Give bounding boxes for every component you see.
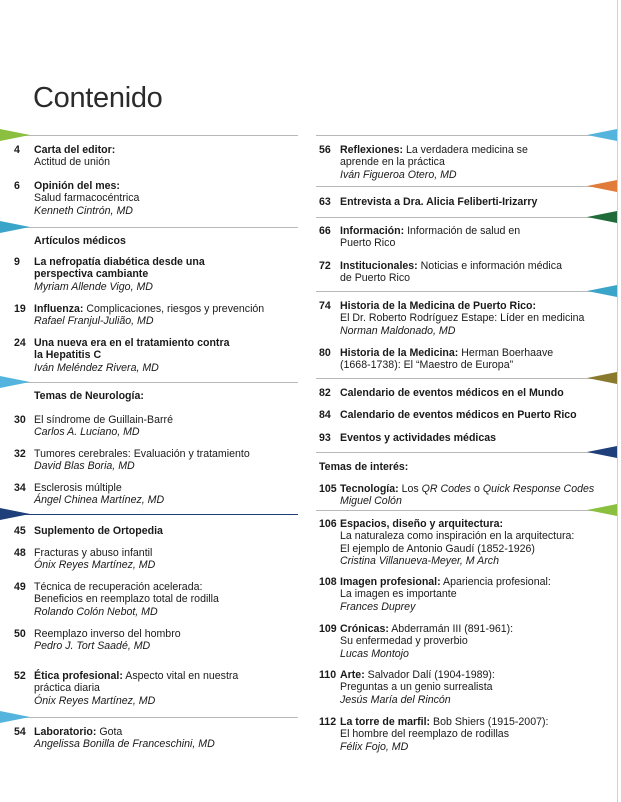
page-number: 19 xyxy=(14,303,26,315)
entry-title: Opinión del mes: xyxy=(34,180,120,192)
entry-title: La nefropatía diabética desde una xyxy=(34,256,205,268)
entry-author: Lucas Montojo xyxy=(340,647,409,660)
entry-title: Información: xyxy=(340,225,405,237)
entry-title-rest: Abderramán III (891-961): xyxy=(388,623,514,635)
entry-title: Influenza: xyxy=(34,303,84,315)
page-number: 48 xyxy=(14,547,26,559)
entry-subtitle: (1668-1738): El “Maestro de Europa” xyxy=(340,359,514,372)
entry-author: Angelissa Bonilla de Franceschini, MD xyxy=(34,738,215,751)
entry-author: Frances Duprey xyxy=(340,600,416,613)
entry-title: la Hepatitis C xyxy=(34,349,102,362)
entry-author: Miguel Colón xyxy=(340,495,402,508)
page-number: 49 xyxy=(14,581,26,593)
entry-author: Ónix Reyes Martínez, MD xyxy=(34,559,156,572)
separator xyxy=(316,452,617,453)
entry-title-rest: Evaluación y tratamiento xyxy=(130,448,250,460)
entry-author: Ónix Reyes Martínez, MD xyxy=(34,694,156,707)
page-number: 54 xyxy=(14,726,26,738)
entry-title: Reflexiones: xyxy=(340,144,403,156)
entry-subtitle: El hombre del reemplazo de rodillas xyxy=(340,728,509,741)
entry-author: Kenneth Cintrón, MD xyxy=(34,204,133,217)
entry-author: Iván Meléndez Rivera, MD xyxy=(34,361,159,374)
page-number: 9 xyxy=(14,256,20,268)
entry-title: El síndrome de Guillain-Barré xyxy=(34,414,173,426)
page-number: 82 xyxy=(319,387,331,399)
entry-title: Imagen profesional: xyxy=(340,576,441,588)
entry-subtitle: aprende en la práctica xyxy=(340,156,445,169)
page-number: 74 xyxy=(319,300,331,312)
separator xyxy=(316,378,617,379)
page-number: 72 xyxy=(319,260,331,272)
entry-author: David Blas Boria, MD xyxy=(34,460,135,473)
entry-author: Norman Maldonado, MD xyxy=(340,324,456,337)
section-heading: Temas de interés: xyxy=(319,461,409,473)
entry-author: Cristina Villanueva-Meyer, M Arch xyxy=(340,554,499,567)
entry-subtitle: El ejemplo de Antonio Gaudí (1852-1926) xyxy=(340,542,535,555)
entry-title: Técnica de recuperación acelerada: xyxy=(34,581,203,593)
page-edge xyxy=(617,0,618,802)
entry-subtitle: Puerto Rico xyxy=(340,237,396,250)
page-number: 45 xyxy=(14,525,26,537)
entry-subtitle: La imagen es importante xyxy=(340,588,457,601)
entry-title: Entrevista a Dra. Alicia Feliberti-Irizarry xyxy=(340,196,538,208)
entry-title-rest: Salvador Dalí (1904-1989): xyxy=(364,669,495,681)
page-number: 30 xyxy=(14,414,26,426)
entry-subtitle: El Dr. Roberto Rodríguez Estape: Líder en medicina xyxy=(340,312,585,325)
page-number: 34 xyxy=(14,482,26,494)
page-number: 66 xyxy=(319,225,331,237)
entry-subtitle: Actitud de unión xyxy=(34,156,110,169)
separator xyxy=(0,717,298,718)
page-number: 93 xyxy=(319,432,331,444)
entry-title: Suplemento de Ortopedia xyxy=(34,525,163,537)
page-number: 112 xyxy=(319,716,337,728)
entry-title: Reemplazo inverso del hombro xyxy=(34,628,181,640)
entry-title: Historia de la Medicina de Puerto Rico: xyxy=(340,300,537,312)
entry-title: Esclerosis múltiple xyxy=(34,482,122,494)
entry-title: Una nueva era en el tratamiento contra xyxy=(34,337,230,349)
entry-title: Laboratorio: xyxy=(34,726,97,738)
separator xyxy=(316,510,617,511)
separator xyxy=(0,382,298,383)
page-number: 105 xyxy=(319,483,337,495)
entry-author: Rolando Colón Nebot, MD xyxy=(34,605,158,618)
entry-author: Pedro J. Tort Saadé, MD xyxy=(34,640,151,653)
entry-title-italic: Quick Response Codes xyxy=(482,483,595,495)
page-number: 110 xyxy=(319,669,337,681)
entry-title: Tumores cerebrales: xyxy=(34,448,131,460)
page-number: 108 xyxy=(319,576,337,588)
page-number: 56 xyxy=(319,144,331,156)
entry-title: La torre de marfil: xyxy=(340,716,431,728)
entry-title: Ética profesional: xyxy=(34,670,123,682)
page-title: Contenido xyxy=(33,82,163,114)
entry-title: Eventos y actividades médicas xyxy=(340,432,497,444)
entry-author: Ángel Chinea Martínez, MD xyxy=(34,494,165,507)
separator xyxy=(0,227,298,228)
entry-subtitle: de Puerto Rico xyxy=(340,272,411,285)
page-number: 24 xyxy=(14,337,26,349)
entry-title-rest: Gota xyxy=(96,726,123,738)
entry-author: Iván Figueroa Otero, MD xyxy=(340,168,457,181)
page-number: 80 xyxy=(319,347,331,359)
entry-author: Jesús María del Rincón xyxy=(340,693,451,706)
entry-subtitle: práctica diaria xyxy=(34,682,100,695)
entry-title-rest: Noticias e información médica xyxy=(417,260,562,272)
entry-author: Carlos A. Luciano, MD xyxy=(34,426,140,439)
entry-title-rest: La verdadera medicina se xyxy=(403,144,528,156)
page-number: 106 xyxy=(319,518,337,530)
entry-title: Historia de la Medicina: xyxy=(340,347,459,359)
entry-author: Rafael Franjul-Julião, MD xyxy=(34,315,154,328)
separator xyxy=(316,135,617,136)
entry-title-rest: Herman Boerhaave xyxy=(458,347,554,359)
entry-title: perspectiva cambiante xyxy=(34,268,149,281)
separator xyxy=(316,291,617,292)
entry-author: Myriam Allende Vigo, MD xyxy=(34,280,153,293)
separator xyxy=(0,514,298,515)
separator xyxy=(316,186,617,187)
page-number: 63 xyxy=(319,196,331,208)
entry-title-rest: Información de salud en xyxy=(404,225,521,237)
entry-title: Espacios, diseño y arquitectura: xyxy=(340,518,504,530)
separator xyxy=(0,135,298,136)
entry-subtitle: Preguntas a un genio surrealista xyxy=(340,681,493,694)
page-number: 32 xyxy=(14,448,26,460)
entry-title: Institucionales: xyxy=(340,260,418,272)
entry-title-rest: Apariencia profesional: xyxy=(440,576,551,588)
entry-title-rest: Complicaciones, riesgos y prevención xyxy=(83,303,265,315)
entry-subtitle: Salud farmacocéntrica xyxy=(34,192,140,205)
entry-title: Calendario de eventos médicos en el Mundo xyxy=(340,387,564,399)
entry-title: Tecnología: xyxy=(340,483,399,495)
page-number: 52 xyxy=(14,670,26,682)
section-heading: Artículos médicos xyxy=(34,235,126,247)
entry-title-rest: Aspecto vital en nuestra xyxy=(122,670,239,682)
entry-subtitle: Su enfermedad y proverbio xyxy=(340,635,468,648)
entry-title: Crónicas: xyxy=(340,623,389,635)
entry-author: Félix Fojo, MD xyxy=(340,740,409,753)
entry-title-rest: Bob Shiers (1915-2007): xyxy=(430,716,549,728)
section-heading: Temas de Neurología: xyxy=(34,390,144,402)
entry-title: Calendario de eventos médicos en Puerto Rico xyxy=(340,409,577,421)
entry-title-italic: QR Codes xyxy=(421,483,472,495)
entry-title: Arte: xyxy=(340,669,365,681)
page-number: 109 xyxy=(319,623,337,635)
separator xyxy=(316,217,617,218)
page-number: 84 xyxy=(319,409,331,421)
entry-title: Carta del editor: xyxy=(34,144,116,156)
page-number: 4 xyxy=(14,144,20,156)
entry-title-rest: o xyxy=(471,483,483,495)
entry-subtitle: La naturaleza como inspiración en la arquitectura: xyxy=(340,530,575,543)
page-number: 6 xyxy=(14,180,20,192)
entry-title: Fracturas y abuso infantil xyxy=(34,547,153,559)
entry-title-rest: Los xyxy=(398,483,422,495)
page-number: 50 xyxy=(14,628,26,640)
entry-subtitle: Beneficios en reemplazo total de rodilla xyxy=(34,593,219,606)
